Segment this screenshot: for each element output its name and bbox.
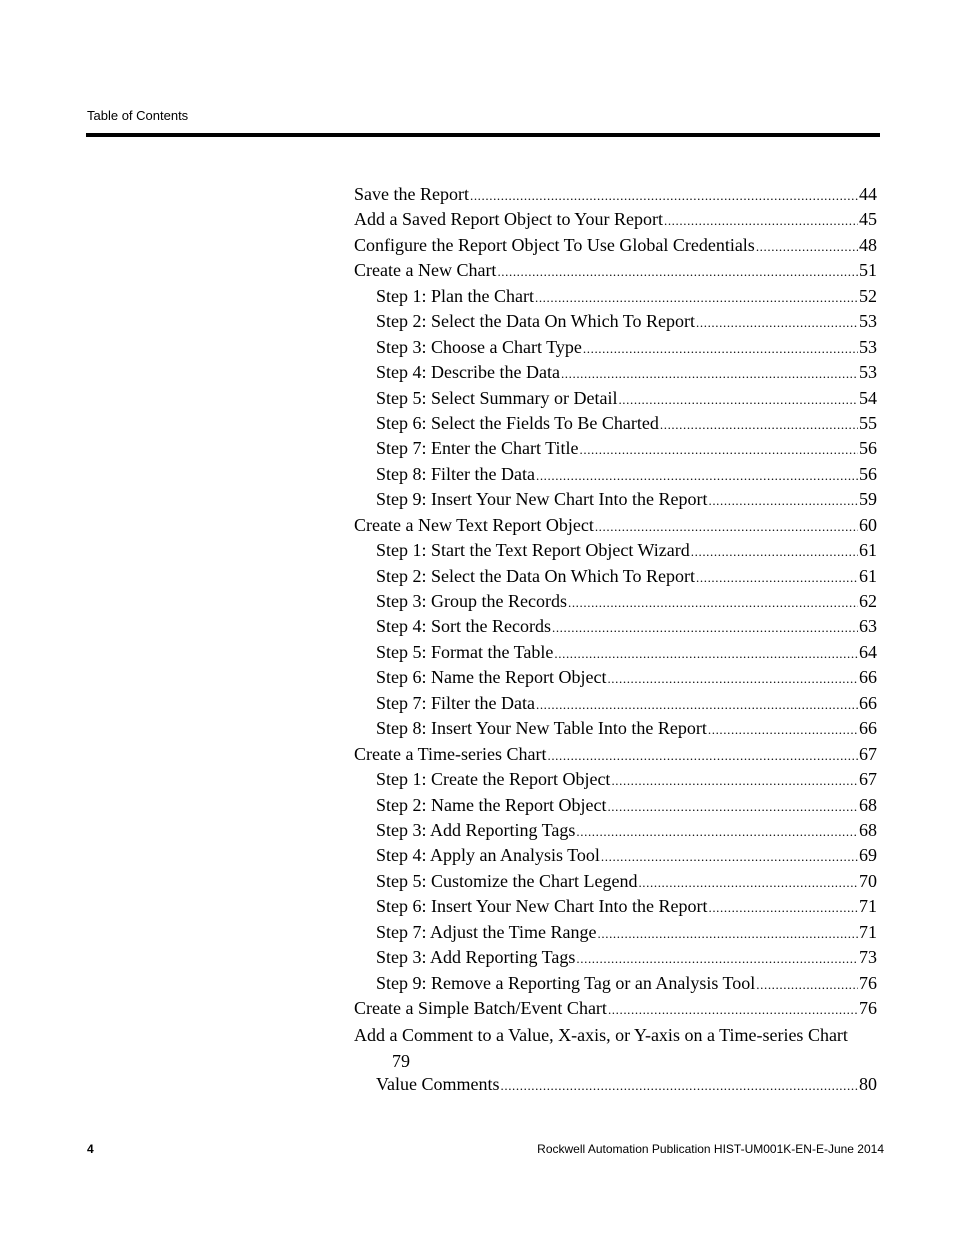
toc-entry[interactable]: [354, 260, 877, 285]
toc-entry[interactable]: [354, 591, 877, 616]
toc-entry-page: 73: [859, 947, 877, 968]
toc-entry[interactable]: [354, 540, 877, 565]
toc-entry-page: 71: [859, 921, 877, 942]
running-header: Table of Contents: [87, 108, 189, 123]
toc-entry-title: Step 5: Select Summary or Detail: [376, 387, 618, 408]
dot-leader: [708, 900, 858, 916]
toc-entry-title: Step 7: Enter the Chart Title: [376, 438, 579, 459]
toc-entry-title: Step 3: Group the Records: [376, 591, 567, 611]
toc-entry-page: 62: [859, 591, 877, 611]
dot-leader: [595, 519, 858, 535]
toc-entry[interactable]: [354, 209, 877, 234]
toc-entry[interactable]: [354, 845, 877, 870]
toc-entry[interactable]: [354, 311, 877, 336]
dot-leader: [756, 239, 858, 255]
toc-entry[interactable]: [354, 693, 877, 718]
dot-leader: [660, 417, 858, 433]
toc-entry-wrapped[interactable]: [354, 1023, 877, 1074]
toc-entry-page: 53: [859, 362, 877, 383]
toc-entry-title: Step 5: Customize the Chart Legend: [376, 870, 638, 891]
toc-entry-page: 76: [859, 972, 877, 993]
toc-entry[interactable]: [354, 642, 877, 667]
toc-entry-page: 54: [859, 387, 877, 408]
dot-leader: [501, 1078, 859, 1094]
toc-entry-page: 68: [859, 819, 877, 840]
toc-entry-title: Save the Report: [354, 184, 469, 204]
toc-entry[interactable]: [354, 286, 877, 311]
toc-entry-page: 61: [859, 540, 877, 561]
toc-entry-page: 60: [859, 514, 877, 535]
table-of-contents: [354, 184, 877, 1100]
toc-entry-page: 59: [859, 489, 877, 510]
toc-entry-page: 56: [859, 438, 877, 459]
toc-entry-title: Step 5: Format the Table: [376, 641, 554, 662]
dot-leader: [691, 544, 858, 560]
toc-entry-title: Step 4: Apply an Analysis Tool: [376, 845, 600, 866]
toc-entry[interactable]: [354, 438, 877, 463]
toc-entry-title: Add a Saved Report Object to Your Report: [354, 209, 663, 230]
toc-entry-page: 66: [859, 692, 877, 713]
dot-leader: [608, 1002, 858, 1018]
toc-entry-title: Step 7: Adjust the Time Range: [376, 921, 597, 942]
toc-entry-title: Add a Comment to a Value, X-axis, or Y-axis on a Time-series Chart: [354, 1025, 848, 1046]
toc-entry-page: 53: [859, 311, 877, 332]
toc-entry[interactable]: [354, 998, 877, 1023]
dot-leader: [756, 977, 858, 993]
toc-entry-title: Step 2: Select the Data On Which To Report: [376, 565, 696, 586]
toc-entry[interactable]: [354, 744, 877, 769]
toc-entry-page: 69: [859, 845, 877, 866]
header-rule: [86, 133, 880, 137]
dot-leader: [696, 570, 858, 586]
dot-leader: [576, 824, 858, 840]
toc-entry[interactable]: [354, 769, 877, 794]
toc-entry-title: Step 9: Remove a Reporting Tag or an Analysis Tool: [376, 972, 756, 993]
dot-leader: [535, 290, 858, 306]
dot-leader: [580, 442, 859, 458]
dot-leader: [547, 748, 858, 764]
toc-entry-page: 51: [859, 260, 877, 281]
dot-leader: [607, 671, 858, 687]
dot-leader: [618, 392, 858, 408]
toc-entry-title: Step 9: Insert Your New Chart Into the Report: [376, 489, 708, 510]
dot-leader: [601, 849, 858, 865]
toc-entry-page: 48: [859, 234, 877, 255]
dot-leader: [611, 773, 858, 789]
toc-entry-page: 79: [392, 1050, 410, 1071]
dot-leader: [708, 493, 858, 509]
toc-entry[interactable]: [354, 235, 877, 260]
toc-entry-page: 76: [859, 998, 877, 1018]
toc-entry-title: Step 4: Sort the Records: [376, 616, 551, 637]
toc-entry[interactable]: [354, 362, 877, 387]
toc-entry[interactable]: [354, 795, 877, 820]
toc-entry-title: Create a Time-series Chart: [354, 743, 547, 764]
toc-entry-page: 67: [859, 769, 877, 790]
dot-leader: [552, 620, 858, 636]
dot-leader: [554, 646, 858, 662]
toc-entry[interactable]: [354, 947, 877, 972]
toc-entry-title: Step 2: Name the Report Object: [376, 794, 607, 815]
dot-leader: [708, 722, 858, 738]
toc-entry-title: Step 1: Create the Report Object: [376, 769, 611, 790]
toc-entry[interactable]: [354, 413, 877, 438]
toc-entry[interactable]: [354, 566, 877, 591]
dot-leader: [576, 951, 858, 967]
toc-list: [354, 184, 877, 1023]
dot-leader: [536, 697, 858, 713]
dot-leader: [638, 875, 858, 891]
toc-entry[interactable]: [354, 922, 877, 947]
toc-entry-title: Configure the Report Object To Use Global Credentials: [354, 234, 755, 255]
toc-entry-page: 53: [859, 336, 877, 357]
toc-entry-page: 71: [859, 896, 877, 917]
toc-entry-title: Step 3: Add Reporting Tags: [376, 819, 576, 840]
toc-entry-title: Step 4: Describe the Data: [376, 362, 560, 383]
toc-entry[interactable]: [354, 489, 877, 514]
dot-leader: [664, 213, 858, 229]
toc-entry-page: 56: [859, 463, 877, 484]
toc-entry-page: 80: [859, 1074, 877, 1095]
toc-entry-title: Step 3: Add Reporting Tags: [376, 947, 576, 968]
toc-entry[interactable]: [354, 871, 877, 896]
toc-entry-title: Step 6: Insert Your New Chart Into the Report: [376, 896, 708, 917]
toc-entry[interactable]: [354, 184, 877, 209]
toc-entry-page: 64: [859, 641, 877, 662]
page-number: 4: [87, 1142, 94, 1156]
toc-entry-title: Step 6: Select the Fields To Be Charted: [376, 412, 659, 433]
toc-entry-page: 61: [859, 565, 877, 586]
toc-entry[interactable]: [354, 515, 877, 540]
toc-entry[interactable]: [354, 337, 877, 362]
toc-entry[interactable]: [354, 973, 877, 998]
toc-entry[interactable]: [354, 616, 877, 641]
toc-entry-title: Step 8: Insert Your New Table Into the Report: [376, 718, 707, 739]
toc-entry-page: 52: [859, 285, 877, 306]
toc-entry-title: Step 3: Choose a Chart Type: [376, 336, 582, 357]
toc-entry-page: 70: [859, 870, 877, 891]
toc-entry-page: 45: [859, 209, 877, 230]
publication-info: Rockwell Automation Publication HIST-UM001K-EN-E-June 2014: [537, 1142, 884, 1156]
dot-leader: [561, 366, 858, 382]
dot-leader: [583, 341, 858, 357]
toc-entry-page: 44: [859, 184, 877, 204]
toc-entry-page: 66: [859, 667, 877, 688]
toc-entry-page: 68: [859, 794, 877, 815]
toc-entry-title: Create a New Text Report Object: [354, 514, 594, 535]
dot-leader: [470, 188, 858, 204]
toc-entry-page: 67: [859, 743, 877, 764]
toc-entry-title: Step 2: Select the Data On Which To Report: [376, 311, 696, 332]
dot-leader: [497, 264, 858, 280]
toc-entry-page: 63: [859, 616, 877, 637]
toc-entry[interactable]: [354, 896, 877, 921]
toc-entry-title: Step 6: Name the Report Object: [376, 667, 607, 688]
toc-entry-title: Value Comments: [376, 1074, 500, 1095]
dot-leader: [568, 595, 858, 611]
dot-leader: [607, 799, 858, 815]
toc-entry[interactable]: [354, 667, 877, 692]
toc-entry[interactable]: [354, 464, 877, 489]
toc-entry[interactable]: [354, 820, 877, 845]
toc-entry-title: Create a New Chart: [354, 260, 497, 281]
dot-leader: [696, 315, 858, 331]
toc-entry-page: 55: [859, 412, 877, 433]
toc-entry-title: Step 7: Filter the Data: [376, 692, 535, 713]
toc-entry-title: Step 1: Start the Text Report Object Wizard: [376, 540, 690, 561]
toc-entry[interactable]: [354, 1074, 877, 1099]
toc-entry[interactable]: [354, 388, 877, 413]
toc-entry-title: Step 8: Filter the Data: [376, 463, 535, 484]
toc-entry[interactable]: [354, 718, 877, 743]
dot-leader: [536, 468, 858, 484]
toc-entry-title: Create a Simple Batch/Event Chart: [354, 998, 607, 1018]
dot-leader: [598, 926, 858, 942]
toc-entry-page: 66: [859, 718, 877, 739]
toc-entry-title: Step 1: Plan the Chart: [376, 285, 534, 306]
